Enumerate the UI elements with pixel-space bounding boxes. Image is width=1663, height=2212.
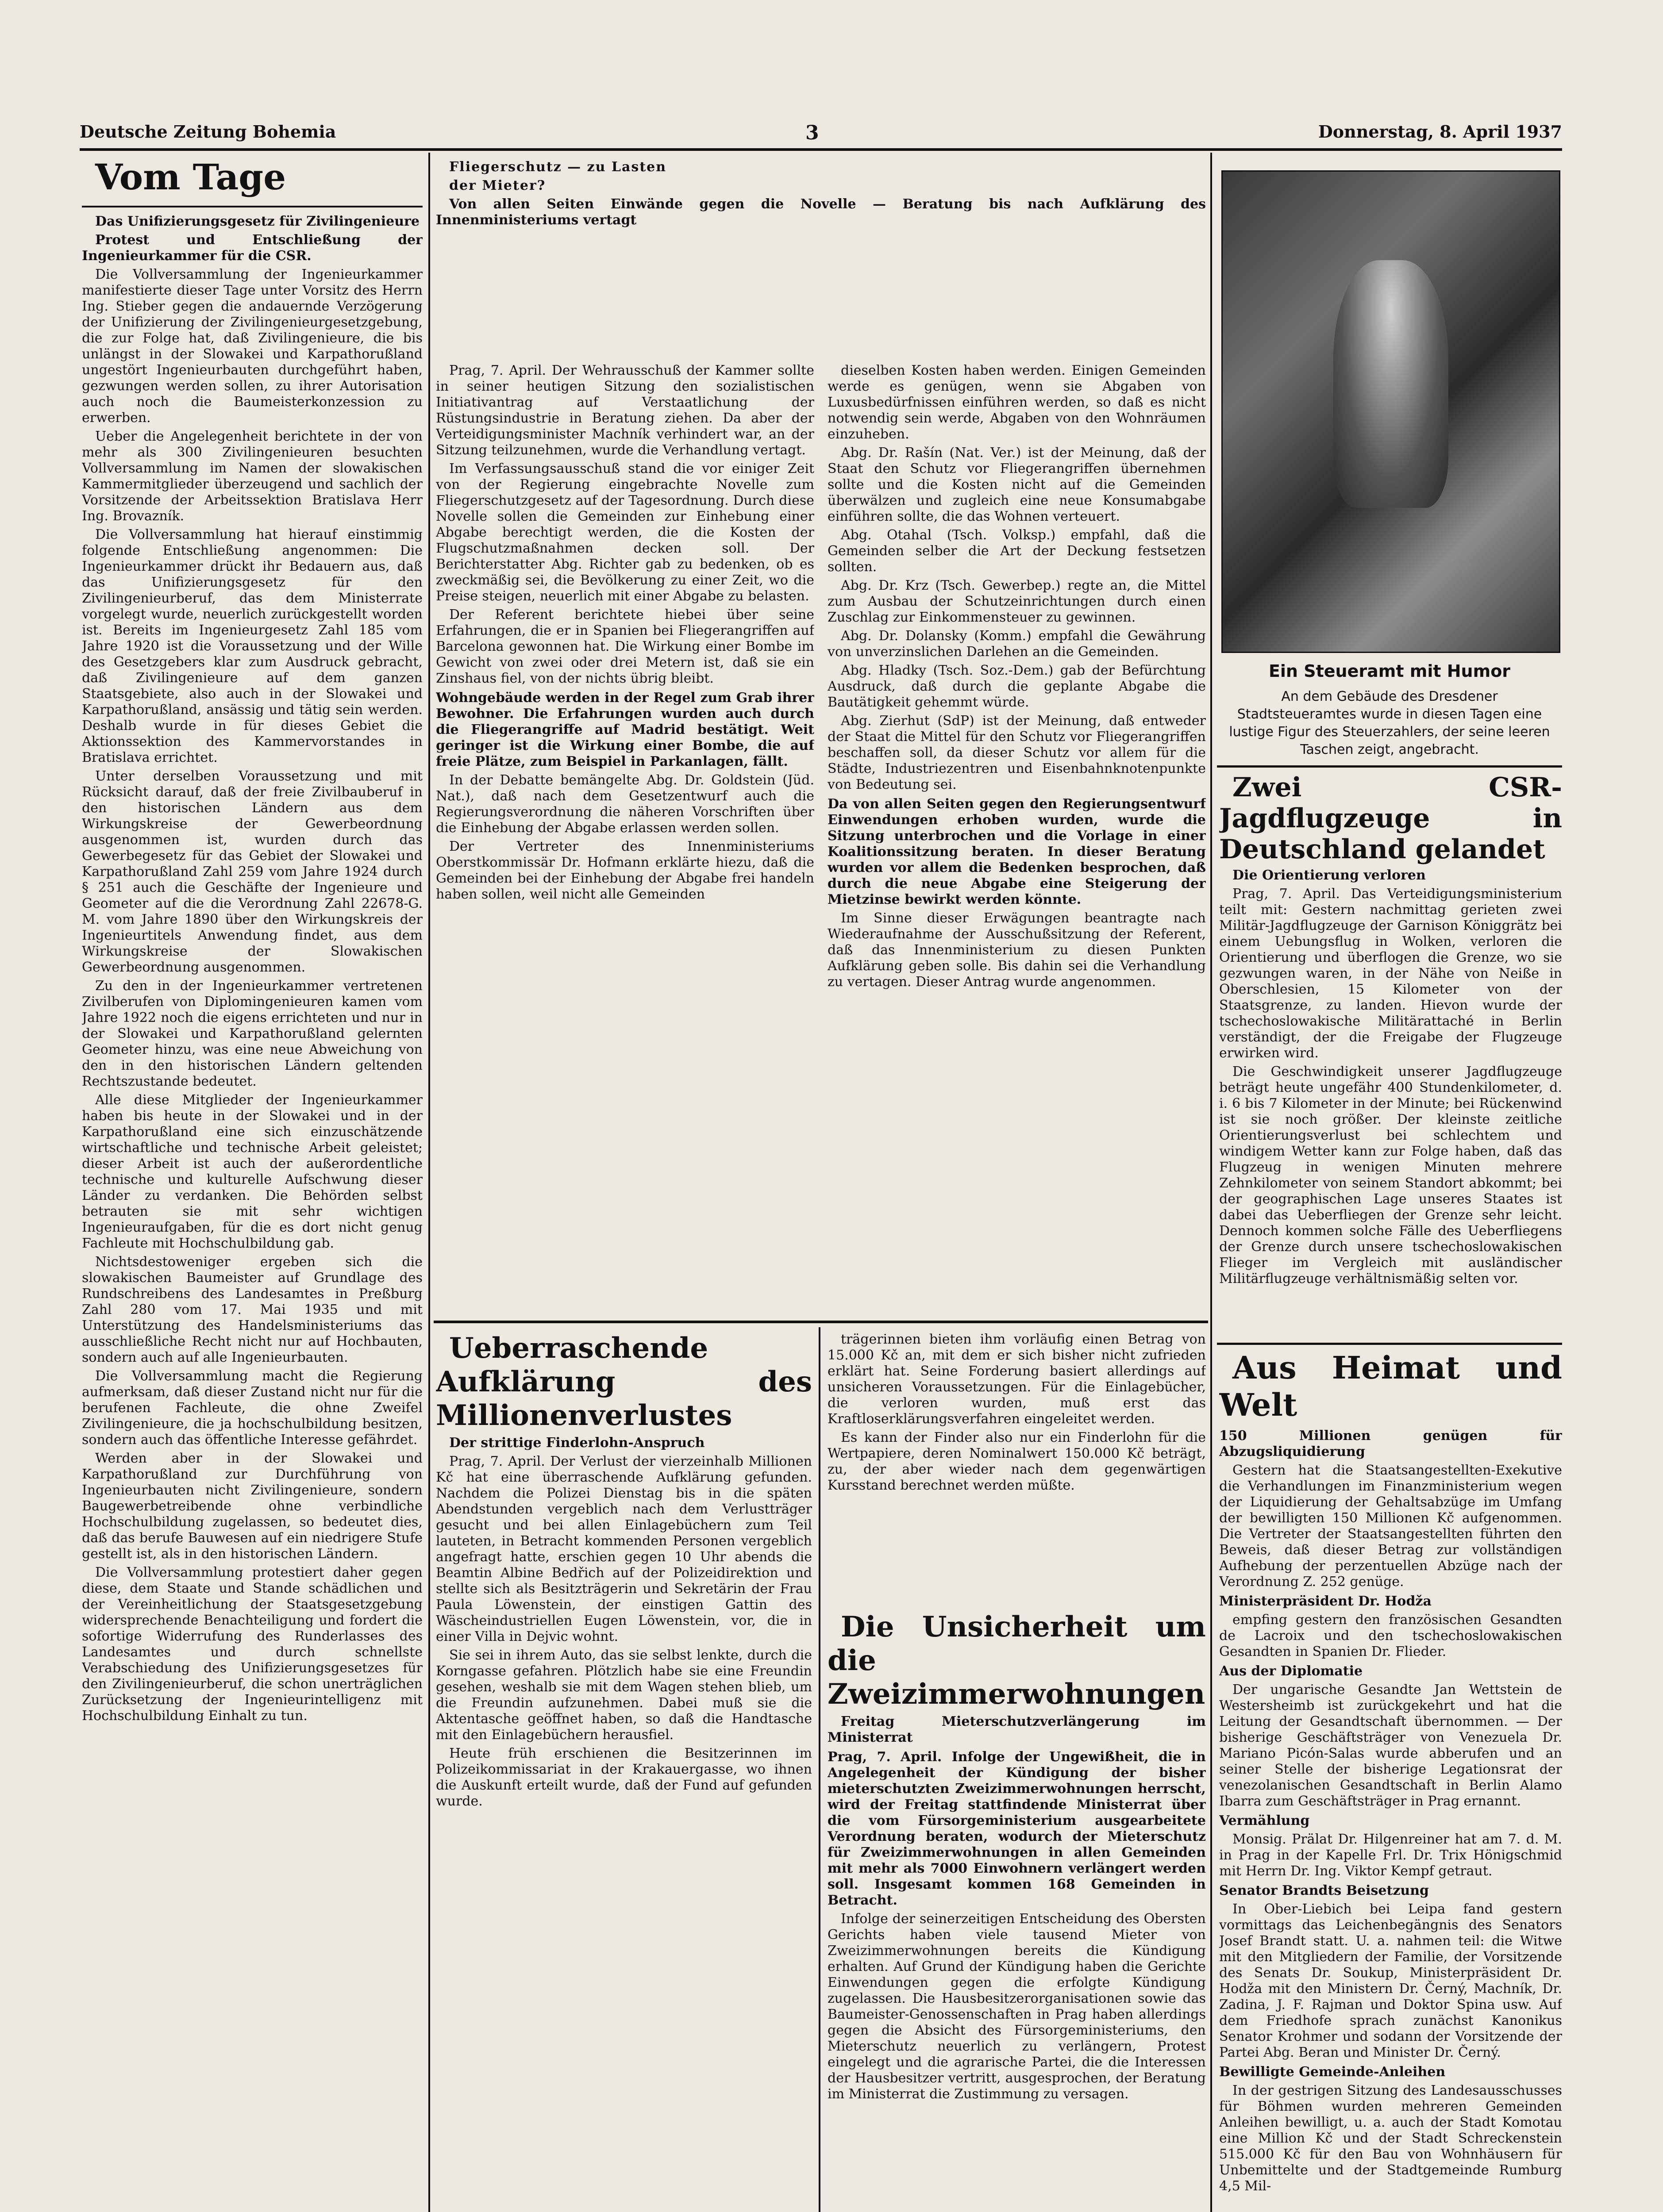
paragraph: Der Vertreter des Innenministeriums Oberstkommissär Dr. Hofmann erklärte hiezu, daß die Gemeinden bei der Einhebung der Abgabe frei handeln haben sollen, weil nicht alle Gemeinden xyxy=(436,839,814,902)
paragraph: Unter derselben Voraussetzung und mit Rücksicht darauf, daß der freie Zivilbauberuf in den historischen Ländern aus dem Wirkungskreise der Gewerbeordnung ausgenommen ist, wurden durch das Gewerbegesetz für das Gebiet der Slowakei und Karpathorußland Zahl 259 vom Jahre 1924 durch § 251 auch die Geschäfte der Ingenieure und Geometer auf die die Verordnung Zahl 22678-G. M. vom Jahre 1890 über den Wirkungskreis der Ingenieurtitels Anwendung findet, aus dem Wirkungskreise der Slowakischen Gewerbeordnung ausgenommen. xyxy=(82,768,423,975)
paragraph: Wohngebäude werden in der Regel zum Grab ihrer Bewohner. Die Erfahrungen wurden auch durch die Fliegerangriffe auf Madrid bestätigt. Weit geringer ist die Wirkung einer Bombe, die auf freie Plätze, zum Beispiel in Parkanlagen, fällt. xyxy=(436,690,814,769)
news-item-text: In der gestrigen Sitzung des Landesausschusses für Böhmen wurden mehreren Gemeinden Anleihen bewilligt, u. a. auch der Stadt Komotau eine Million Kč und der Stadt Schreckenstein 515.000 Kč für den Bau von Wohnhäusern für Unbemittelte und der Stadtgemeinde Rumburg 4,5 Mil- xyxy=(1219,2083,1562,2194)
paragraph: Prag, 7. April. Der Verlust der vierzeinhalb Millionen Kč hat eine überraschende Aufklärung gefunden. Nachdem die Polizei Dienstag bis in die späten Abendstunden vergeblich nach dem Verlustträger gesucht und bei allen Einlagebüchern zum Teil lauteten, in Betracht kommenden Personen vergeblich angefragt hatte, erschien gegen 10 Uhr abends die Beamtin Albine Bedřich auf der Polizeidirektion und stellte sich als Besitzträgerin und Sekretärin der Frau Paula Löwenstein, der einstigen Gattin des Wäscheindustriellen Eugen Löwenstein, vor, die in einer Villa in Dejvic wohnt. xyxy=(436,1454,812,1644)
paragraph: Sie sei in ihrem Auto, das sie selbst lenkte, durch die Korngasse gefahren. Plötzlich habe sie eine Freundin gesehen, weshalb sie mit dem Wagen stehen blieb, um die Freundin aufzunehmen. Dabei muß sie die Aktentasche geöffnet haben, so daß die Handtasche mit den Einlagebüchern herausfiel. xyxy=(436,1647,812,1743)
paragraph: Abg. Otahal (Tsch. Volksp.) empfahl, daß die Gemeinden selber die Art der Deckung festsetzen sollten. xyxy=(828,527,1206,575)
paragraph: Im Sinne dieser Erwägungen beantragte nach Wiederaufnahme der Ausschußsitzung der Referent, daß das Innenministerium zu diesen Punkten Aufklärung geben solle. Bis dahin sei die Verhandlung zu vertagen. Dieser Antrag wurde angenommen. xyxy=(828,910,1206,990)
headline: Die Unsicherheit um die Zweizimmerwohnungen xyxy=(828,1610,1206,1711)
paragraph: Die Vollversammlung hat hierauf einstimmig folgende Entschließung angenommen: Die Ingenieurkammer drückt ihr Bedauern aus, daß das Unifizierungsgesetz für den Zivilingenieurberuf, das dem Ministerrate vorgelegt wurde, neuerlich zurückgestellt worden ist. Bereits im Ingenieurgesetz Zahl 185 vom Jahre 1920 ist die Voraussetzung und der Wille des Gesetzgebers klar zum Ausdruck gebracht, daß Zivilingenieure auf dem ganzen Staatsgebiete, also auch in der Slowakei und Karpathorußland, ansässig und tätig sein werden. Deshalb wurde in für dieses Gebiet die Aktionssektion des Kammervorstandes in Bratislava errichtet. xyxy=(82,527,423,765)
paragraph: Zu den in der Ingenieurkammer vertretenen Zivilberufen von Diplomingenieuren kamen vom Jahre 1922 noch die eigens errichteten und nur in der Slowakei und Karpathorußland gelernten Geometer hinzu, was eine neue Abweichung von den in den historischen Ländern geltenden Rechtszustande bedeutet. xyxy=(82,978,423,1089)
paragraph: Abg. Hladky (Tsch. Soz.-Dem.) gab der Befürchtung Ausdruck, daß durch die geplante Abgabe die Bautätigkeit gehemmt würde. xyxy=(828,663,1206,710)
column-divider xyxy=(428,153,430,2212)
paragraph: Prag, 7. April. Der Wehrausschuß der Kammer sollte in seiner heutigen Sitzung den sozialistischen Initiativantrag auf Verstaatlichung der Rüstungsindustrie in Beratung ziehen. Da aber der Verteidigungsminister Machník verhindert war, an der Sitzung teilzunehmen, wurde die Verhandlung vertagt. xyxy=(436,363,814,458)
aus-heimat-und-welt xyxy=(1219,1349,1562,2212)
paragraph: dieselben Kosten haben werden. Einigen Gemeinden werde es genügen, wenn sie Abgaben von Luxusbedürfnissen einführen werden, so daß es nicht notwendig sein werde, Abgaben von den Wohnräumen einzuheben. xyxy=(828,363,1206,442)
paragraph: Werden aber in der Slowakei und Karpathorußland zur Durchführung von Ingenieurbauten nicht Zivilingenieure, sondern Baugewerbetreibende ohne verbindliche Hochschulbildung zugelassen, so bedeutet dies, daß das berufe Bauwesen auf ein niedrigere Stufe gestellt ist, als in den historischen Ländern. xyxy=(82,1451,423,1562)
kicker-rule xyxy=(82,206,423,207)
deck: Freitag Mieterschutzverlängerung im Ministerrat xyxy=(828,1714,1206,1745)
lead-headline-line2: der Mieter? xyxy=(449,178,546,193)
headline: Aus Heimat und Welt xyxy=(1219,1349,1562,1423)
headline: Ueberraschende Aufklärung des Millionenverlustes xyxy=(436,1332,812,1432)
news-item-head: Bewilligte Gemeinde-Anleihen xyxy=(1219,2064,1446,2080)
paragraph: Nichtsdestoweniger ergeben sich die slowakischen Baumeister auf Grundlage des Rundschreibens des Landesamtes in Preßburg Zahl 280 vom 17. Mai 1935 und mit Unterstützung des Handelsministeriums das ausschließliche Recht nicht nur auf Hochbauten, sondern auch auf alle Ingenieurbauten. xyxy=(82,1254,423,1365)
paragraph: trägerinnen bieten ihm vorläufig einen Betrag von 15.000 Kč an, mit dem er sich bisher nicht zufrieden erklärt hat. Seine Forderung basiert allerdings auf unsicheren Voraussetzungen. Für die Einlagebücher, die verloren wurden, muß erst das Kraftloserklärungsverfahren eingeleitet werden. xyxy=(828,1332,1206,1427)
lead-column-b xyxy=(828,363,1206,1314)
section-divider xyxy=(434,1321,1208,1323)
deck: Die Orientierung verloren xyxy=(1232,868,1426,883)
news-item-text: Monsig. Prälat Dr. Hilgenreiner hat am 7. d. M. in Prag in der Kapelle Frl. Dr. Trix Hönigschmid mit Herrn Dr. Ing. Viktor Kempf getraut. xyxy=(1219,1832,1562,1879)
taxpayer-figure xyxy=(1333,260,1448,508)
deck: Der strittige Finderlohn-Anspruch xyxy=(449,1435,705,1451)
headline: Das Unifizierungsgesetz für Zivilingenieure xyxy=(95,214,420,229)
news-item-text: empfing gestern den französischen Gesandten de Lacroix und den tschechoslowakischen Gesandten in Spanien Dr. Flieder. xyxy=(1219,1612,1562,1659)
paragraph: Es kann der Finder also nur ein Finderlohn für die Wertpapiere, deren Nominalwert 150.000 Kč beträgt, zu, der aber wieder nach dem gegenwärtigen Kursstand berechnet werden müßte. xyxy=(828,1430,1206,1493)
paragraph: Abg. Dr. Dolansky (Komm.) empfahl die Gewährung von unverzinslichen Darlehen an die Gemeinden. xyxy=(828,628,1206,660)
news-item-text: In Ober-Liebich bei Leipa fand gestern vormittags das Leichenbegängnis des Senators Josef Brandt statt. U. a. nahmen teil: die Witwe mit den Mitgliedern der Familie, der Vorsitzende des Senats Dr. Soukup, Ministerpräsident Dr. Hodža mit den Ministern Dr. Černý, Machník, Dr. Zadina, J. F. Rajman und Doktor Spina usw. Auf dem Friedhofe sprach zunächst Kanonikus Senator Krohmer und sodann der Vorsitzende der Partei Abg. Beran und Minister Dr. Černý. xyxy=(1219,1901,1562,2060)
paragraph: Prag, 7. April. Infolge der Ungewißheit, die in Angelegenheit der Kündigung der bisher mieterschutzten Zweizimmerwohnungen herrscht, wird der Freitag stattfindende Ministerrat über die vom Fürsorgeministerium ausgearbeitete Verordnung beraten, wodurch der Mieterschutz für Zweizimmerwohnungen in allen Gemeinden mit mehr als 7000 Einwohnern verlängert werden soll. Insgesamt kommen 168 Gemeinden in Betracht. xyxy=(828,1749,1206,1908)
masthead-rule xyxy=(80,148,1562,151)
section-divider xyxy=(1217,765,1562,768)
section-divider xyxy=(1217,1343,1562,1345)
deck: Protest und Entschließung der Ingenieurkammer für die CSR. xyxy=(82,232,423,264)
paragraph: Abg. Dr. Rašín (Nat. Ver.) ist der Meinung, daß der Staat den Schutz vor Fliegerangriffen übernehmen sollte und die Kosten nicht auf die Gemeinden überwälzen und zugleich eine neue Konsumabgabe einführen sollte, die das Wohnen verteuert. xyxy=(828,445,1206,524)
news-item-text: Gestern hat die Staatsangestellten-Exekutive die Verhandlungen im Finanzministerium wegen der Liquidierung der Gehaltsabzüge im Umfang der bewilligten 150 Millionen Kč aufgenommen. Die Vertreter der Staatsangestellten führten den Beweis, daß dieser Betrag zur vollständigen Aufhebung der perzentuellen Abzüge nach der Verordnung Z. 252 genüge. xyxy=(1219,1463,1562,1590)
steueramt-photo xyxy=(1221,170,1560,653)
story-millionenverlust-continued xyxy=(828,1332,1206,1606)
news-item-head: Senator Brandts Beisetzung xyxy=(1219,1883,1429,1898)
column-divider xyxy=(819,1327,820,2212)
lead-deck: Von allen Seiten Einwände gegen die Novelle — Beratung bis nach Aufklärung des Innenministeriums vertagt xyxy=(436,196,1206,228)
page-number: 3 xyxy=(805,122,819,144)
news-item-head: 150 Millionen genügen für Abzugsliquidierung xyxy=(1219,1428,1562,1459)
photo-caption-title: Ein Steueramt mit Humor xyxy=(1268,661,1511,681)
paragraph: Da von allen Seiten gegen den Regierungsentwurf Einwendungen erhoben wurden, wurde die Sitzung unterbrochen und die Vorlage in einer Koalitionssitzung beraten. In dieser Beratung wurden vor allem die Bedenken besprochen, daß durch die neue Abgabe eine Steigerung der Mietzinse bewirkt werden könnte. xyxy=(828,796,1206,907)
news-item-head: Aus der Diplomatie xyxy=(1219,1663,1363,1679)
photo-caption-body: An dem Gebäude des Dresdener Stadtsteueramtes wurde in diesen Tagen eine lustige Figur des Steuerzahlers, der seine leeren Taschen zeigt, angebracht. xyxy=(1229,689,1550,757)
issue-date: Donnerstag, 8. April 1937 xyxy=(1318,122,1562,142)
paragraph: In der Debatte bemängelte Abg. Dr. Goldstein (Jüd. Nat.), daß nach dem Gesetzentwurf auch die Regierungsverordnung die näheren Vorschriften über die Einhebung der Abgabe erlassen werden sollen. xyxy=(436,772,814,836)
paragraph: Infolge der seinerzeitigen Entscheidung des Obersten Gerichts haben viele tausend Mieter von Zweizimmerwohnungen bereits die Kündigung erhalten. Auf Grund der Kündigung haben die Gerichte Einwendungen gegen die erfolgte Kündigung zugelassen. Die Hausbesitzerorganisationen sowie das Baumeister-Genossenschaften in Prag haben allerdings gegen die Absicht des Fürsorgeministeriums, den Mieterschutz neuerlich zu verlängern, Protest eingelegt und die agrarische Partei, die die Interessen der Hausbesitzer vertritt, ausgesprochen, der Beratung im Ministerrat die Zustimmung zu versagen. xyxy=(828,1911,1206,2102)
news-item-head: Vermählung xyxy=(1219,1813,1310,1828)
paragraph: Im Verfassungsausschuß stand die vor einiger Zeit von der Regierung eingebrachte Novelle zum Fliegerschutzgesetz auf der Tagesordnung. Durch diese Novelle sollen die Gemeinden zur Einhebung einer Abgabe berechtigt werden, die die Kosten der Flugschutzmaßnahmen decken soll. Der Berichterstatter Abg. Richter gab zu bedenken, ob es zweckmäßig sei, die Bevölkerung zu einer Zeit, wo die Preise steigen, neuerlich mit einer Abgabe zu belasten. xyxy=(436,461,814,604)
paragraph: Die Vollversammlung protestiert daher gegen diese, dem Staate und Stande schädlichen und der Vereinheitlichung der Staatsgesetzgebung widersprechende Benachteiligung und fordert die sofortige Widerrufung des Runderlasses des Landesamtes und durch schnellste Verabschiedung des Unifizierungsgesetzes für den Zivilingenieurberuf, die schon unerträglichen Zurücksetzung der Ingenieurintelligenz mit Hochschulbildung Einhalt zu tun. xyxy=(82,1565,423,1724)
paragraph: Die Vollversammlung macht die Regierung aufmerksam, daß dieser Zustand nicht nur für die berufenen Fachleute, die ohne Zweifel Zivilingenieure, die ja hochschulbildung besitzen, sondern auch das öffentliche Interesse gefährdet. xyxy=(82,1368,423,1448)
paragraph: Heute früh erschienen die Besitzerinnen im Polizeikommissariat in der Krakauergasse, wo ihnen die Auskunft erteilt wurde, daß der Fund auf gefunden wurde. xyxy=(436,1746,812,1809)
paragraph: Abg. Dr. Krz (Tsch. Gewerbep.) regte an, die Mittel zum Ausbau der Schutzeinrichtungen durch einen Zuschlag zur Einkommensteuer zu gewinnen. xyxy=(828,578,1206,625)
story-zweizimmerwohnungen xyxy=(828,1610,1206,2212)
news-item-head: Ministerpräsident Dr. Hodža xyxy=(1219,1594,1432,1609)
paragraph: Prag, 7. April. Das Verteidigungsministerium teilt mit: Gestern nachmittag gerieten zwei Militär-Jagdflugzeuge der Garnison Königgrätz bei einem Uebungsflug in Wolken, verloren die Orientierung und überflogen die Grenze, wo sie gezwungen waren, in der Nähe von Neiße in Oberschlesien, 15 Kilometer von der Staatsgrenze, zu landen. Hievon wurde der tschechoslowakische Militärattaché in Berlin verständigt, der die Freigabe der Flugzeuge erwirken wird. xyxy=(1219,886,1562,1061)
paragraph: Alle diese Mitglieder der Ingenieurkammer haben bis heute in der Slowakei und in der Karpathorußland eine sich einzuschätzende wirtschaftliche und technische Arbeit geleistet; dieser Arbeit ist auch der außerordentliche technische und kulturelle Aufschwung dieser Länder zu verdanken. Die Behörden selbst betrauten sie mit sehr wichtigen Ingenieuraufgaben, für die es dort nicht genug Fachleute mit Hochschulbildung gab. xyxy=(82,1092,423,1251)
column-vom-tage xyxy=(82,157,423,2212)
paragraph: Die Vollversammlung der Ingenieurkammer manifestierte dieser Tage unter Vorsitz des Herrn Ing. Stieber gegen die andauernde Verzögerung der Unifizierung der Zivilingenieurgesetzgebung, die zur Folge hat, daß Zivilingenieure, die bis unlängst in der Slowakei und Karpathorußland ungestört Ingenieurbauten durchgeführt haben, gezwungen werden sollen, zu ihrer Autorisation auch noch die Baumeisterkonzession zu erwerben. xyxy=(82,267,423,426)
headline: Zwei CSR-Jagdflugzeuge in Deutschland gelandet xyxy=(1219,772,1562,865)
story-jagdflugzeuge xyxy=(1219,772,1562,1343)
story-millionenverlust xyxy=(436,1332,812,2212)
lead-story xyxy=(436,159,1206,1314)
masthead xyxy=(80,122,1562,148)
lead-column-a xyxy=(436,363,814,1314)
paper-name: Deutsche Zeitung Bohemia xyxy=(80,122,336,142)
paragraph: Abg. Zierhut (SdP) ist der Meinung, daß entweder der Staat die Mittel für den Schutz vor Fliegerangriffen beschaffen soll, da dieser Schutz vor allem für die Städte, Industriezentren und Eisenbahnknotenpunkte von Bedeutung sei. xyxy=(828,713,1206,792)
kicker: Vom Tage xyxy=(95,157,286,198)
news-item-text: Der ungarische Gesandte Jan Wettstein de Westersheimb ist zurückgekehrt und hat die Leitung der Gesandtschaft übernommen. — Der bisherige Geschäftsträger von Venezuela Dr. Mariano Picón-Salas wurde abberufen und an seiner Stelle der bisherige Legationsrat der venezolanischen Gesandtschaft in Berlin Alamo Ibarra zum Geschäftsträger in Prag ernannt. xyxy=(1219,1682,1562,1809)
paragraph: Die Geschwindigkeit unserer Jagdflugzeuge beträgt heute ungefähr 400 Stundenkilometer, d. i. 6 bis 7 Kilometer in der Minute; bei Rückenwind ist sie noch größer. Der kleinste zeitliche Orientierungsverlust bei schlechtem und windigem Wetter kann zur Folge haben, daß das Flugzeug in wenigen Minuten mehrere Zehnkilometer von seinem Standort abkommt; bei der geographischen Lage unseres Staates ist dabei das Ueberfliegen der Grenze sehr leicht. Dennoch kommen solche Fälle des Ueberfliegens der Grenze durch unsere tschechoslowakischen Flieger im Vergleich mit ausländischer Militärflugzeuge verhältnismäßig selten vor. xyxy=(1219,1064,1562,1286)
lead-headline-line1: Fliegerschutz — zu Lasten xyxy=(449,159,667,175)
column-divider xyxy=(1210,153,1212,2212)
paragraph: Ueber die Angelegenheit berichtete in der von mehr als 300 Zivilingenieuren besuchten Vollversammlung im Namen der slowakischen Kammermitglieder überzeugend und sachlich der Vorsitzende der Arbeitssektion Bratislava Herr Ing. Brovazník. xyxy=(82,429,423,524)
paragraph: Der Referent berichtete hiebei über seine Erfahrungen, die er in Spanien bei Fliegerangriffen auf Barcelona gewonnen hat. Die Wirkung einer Bombe im Gewicht von zwei oder drei Metern ist, daß sie ein Zinshaus fiel, von der nichts übrig bleibt. xyxy=(436,607,814,686)
